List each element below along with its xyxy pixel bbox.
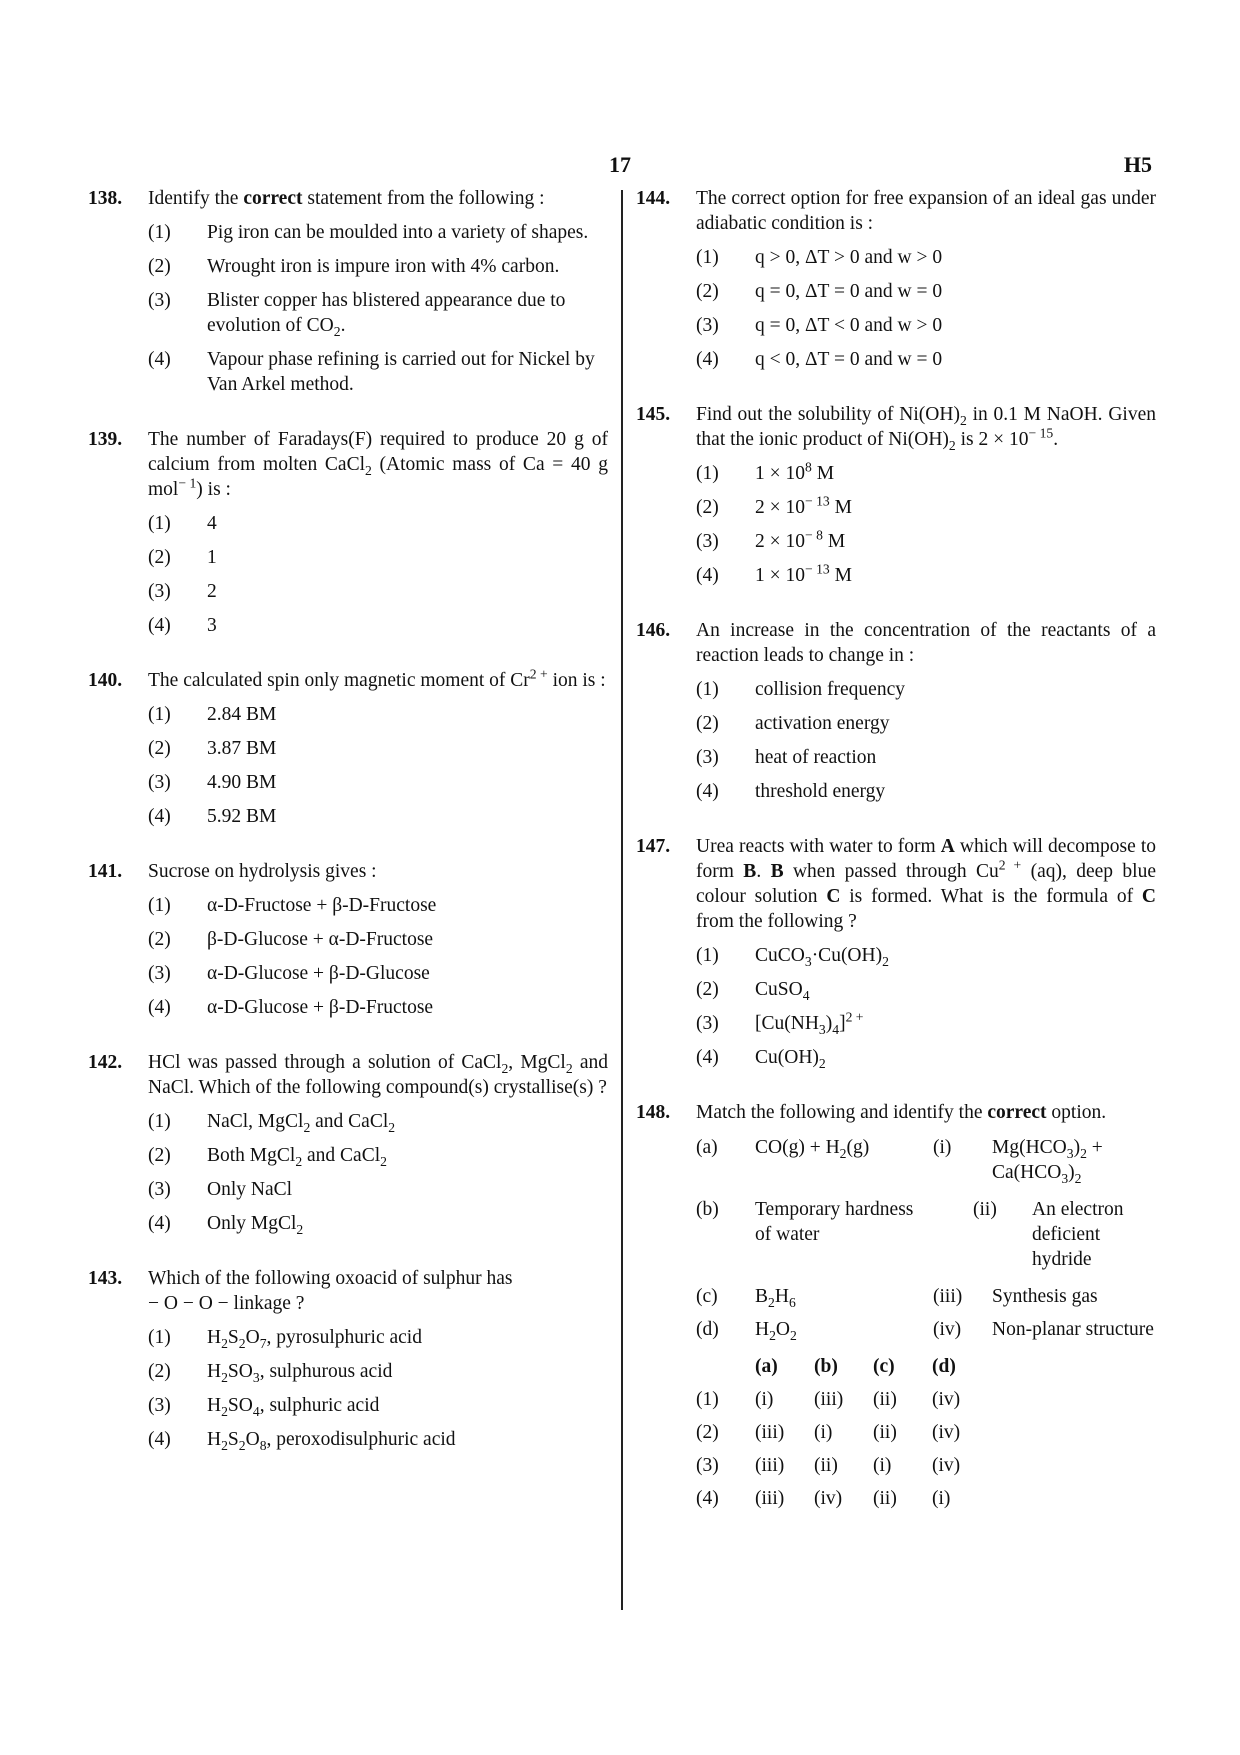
- question-text: Which of the following oxoacid of sulphur has − O − O − linkage ?: [148, 1268, 513, 1314]
- match-row: (c) $B_2H_6$ (iii) Synthesis gas: [696, 1286, 1098, 1310]
- option-3[interactable]: (3) heat of reaction: [696, 747, 877, 768]
- answer-header: (a) (b) (c) (d): [755, 1356, 956, 1377]
- question-text: Find out the solubility of $Ni(OH)_2$ in 0.1 M NaOH. Given that the ionic product of $Ni(OH)_2$ is $2 \times 10^{- 15}$.: [696, 404, 1156, 453]
- match-row: (b) Temporary hardness of water (ii) An electron deficient hydride: [696, 1199, 1124, 1270]
- option-3[interactable]: (3) Only NaCl: [148, 1179, 293, 1200]
- option-4[interactable]: (4) 5.92 BM: [148, 806, 277, 827]
- option-4[interactable]: (4) $1 \times 10^{- 13}$ M: [696, 561, 852, 586]
- option-2[interactable]: (2) β-D-Glucose + α-D-Fructose: [148, 929, 434, 950]
- question-number: 146.: [636, 620, 671, 641]
- option-1[interactable]: (1) 4: [148, 513, 217, 534]
- match-row: (a) $CO(g) + H_2(g)$ (i) $Mg(HCO_3)_2$ + $Ca(HCO_3)_2$: [696, 1137, 1103, 1186]
- option-1[interactable]: (1) (i) (iii) (ii) (iv): [696, 1389, 961, 1410]
- question-text: HCl was passed through a solution of CaCl$_2$, MgCl$_2$ and NaCl. Which of the following compound(s) crystallise(s) ?: [148, 1052, 609, 1098]
- option-1[interactable]: (1) $1 \times 10^8$ M: [696, 459, 835, 484]
- option-1[interactable]: (1) q > 0, ΔT > 0 and w > 0: [696, 247, 943, 268]
- option-3[interactable]: (3) $H_2SO_4$, sulphuric acid: [148, 1395, 380, 1419]
- option-1[interactable]: (1) α-D-Fructose + β-D-Fructose: [148, 895, 437, 916]
- option-1[interactable]: (1) $CuCO_3\cdot Cu(OH)_2$: [696, 945, 889, 969]
- option-4[interactable]: (4) $H_2S_2O_8$, peroxodisulphuric acid: [148, 1429, 456, 1453]
- question-number: 144.: [636, 188, 671, 209]
- option-3[interactable]: (3) α-D-Glucose + β-D-Glucose: [148, 963, 430, 984]
- option-1[interactable]: (1) collision frequency: [696, 679, 905, 700]
- right-column: [636, 186, 1156, 1529]
- question-text: Sucrose on hydrolysis gives :: [148, 861, 377, 882]
- question-text: The calculated spin only magnetic moment of $Cr^{2 +}$ ion is :: [148, 666, 606, 691]
- question-number: 141.: [88, 861, 123, 882]
- question-number: 147.: [636, 836, 671, 857]
- option-4[interactable]: (4) threshold energy: [696, 781, 886, 802]
- option-2[interactable]: (2) q = 0, ΔT = 0 and w = 0: [696, 281, 943, 302]
- question-number: 139.: [88, 429, 123, 450]
- option-2[interactable]: (2) activation energy: [696, 713, 890, 734]
- option-2[interactable]: (2) CuSO$_4$: [696, 979, 810, 1003]
- question-number: 142.: [88, 1052, 123, 1073]
- page-number: 17: [609, 152, 631, 177]
- option-4[interactable]: (4) 3: [148, 615, 217, 636]
- question-number: 148.: [636, 1102, 671, 1123]
- option-4[interactable]: (4) Only MgCl$_2$: [148, 1213, 304, 1237]
- booklet-code: H5: [1123, 152, 1152, 177]
- option-4[interactable]: (4) Vapour phase refining is carried out for Nickel by Van Arkel method.: [148, 349, 595, 395]
- option-1[interactable]: (1) NaCl, MgCl$_2$ and CaCl$_2$: [148, 1111, 396, 1135]
- option-3[interactable]: (3) q = 0, ΔT < 0 and w > 0: [696, 315, 943, 336]
- question-number: 143.: [88, 1268, 123, 1289]
- option-4[interactable]: (4) (iii) (iv) (ii) (i): [696, 1488, 951, 1509]
- question-text: An increase in the concentration of the reactants of a reaction leads to change in :: [696, 620, 1156, 666]
- question-139: [88, 427, 608, 638]
- question-number: 145.: [636, 404, 671, 425]
- option-3[interactable]: (3) Blister copper has blistered appearance due to evolution of $CO_2$.: [148, 290, 566, 339]
- question-text: Identify the correct statement from the following :: [148, 188, 545, 209]
- option-3[interactable]: (3) (iii) (ii) (i) (iv): [696, 1455, 961, 1476]
- option-4[interactable]: (4) $Cu(OH)_2$: [696, 1047, 826, 1071]
- option-2[interactable]: (2) (iii) (i) (ii) (iv): [696, 1422, 961, 1443]
- option-1[interactable]: (1) Pig iron can be moulded into a variety of shapes.: [148, 222, 589, 243]
- question-144: [636, 186, 1156, 372]
- option-2[interactable]: (2) $2 \times 10^{- 13}$ M: [696, 493, 852, 518]
- question-140: [88, 668, 608, 829]
- option-2[interactable]: (2) Wrought iron is impure iron with 4% carbon.: [148, 256, 560, 277]
- option-3[interactable]: (3) 2: [148, 581, 217, 602]
- option-1[interactable]: (1) 2.84 BM: [148, 704, 277, 725]
- question-147: [636, 834, 1156, 1070]
- question-142: [88, 1050, 608, 1236]
- option-2[interactable]: (2) Both MgCl$_2$ and CaCl$_2$: [148, 1145, 387, 1169]
- option-2[interactable]: (2) 3.87 BM: [148, 738, 277, 759]
- option-4[interactable]: (4) α-D-Glucose + β-D-Fructose: [148, 997, 434, 1018]
- question-145: [636, 402, 1156, 588]
- option-3[interactable]: (3) $2 \times 10^{- 8}$ M: [696, 527, 846, 552]
- question-141: [88, 859, 608, 1020]
- option-1[interactable]: (1) $H_2S_2O_7$, pyrosulphuric acid: [148, 1327, 422, 1351]
- column-divider: [621, 190, 623, 1610]
- question-143: [88, 1266, 608, 1452]
- question-138: [88, 186, 608, 397]
- match-table: [696, 1135, 1156, 1511]
- question-number: 138.: [88, 188, 123, 209]
- match-row: (d) $H_2O_2$ (iv) Non-planar structure: [696, 1319, 1154, 1343]
- option-2[interactable]: (2) $H_2SO_3$, sulphurous acid: [148, 1361, 393, 1385]
- option-2[interactable]: (2) 1: [148, 547, 217, 568]
- option-3[interactable]: (3) $[Cu(NH_3)_4]^{2 +}$: [696, 1009, 864, 1037]
- question-number: 140.: [88, 670, 123, 691]
- question-text: The number of Faradays(F) required to produce 20 g of calcium from molten CaCl$_2$ (Atomic mass of Ca = 40 g mol$^{- 1}$) is :: [148, 429, 608, 500]
- question-text: The correct option for free expansion of an ideal gas under adiabatic condition is :: [696, 188, 1156, 234]
- option-4[interactable]: (4) q < 0, ΔT = 0 and w = 0: [696, 349, 943, 370]
- question-146: [636, 618, 1156, 804]
- question-text: Urea reacts with water to form A which will decompose to form B. B when passed through $Cu^{2 +}$ (aq), deep blue colour solution C is formed. What is the formula of C from the following ?: [696, 836, 1156, 932]
- option-3[interactable]: (3) 4.90 BM: [148, 772, 277, 793]
- question-text: Match the following and identify the correct option.: [696, 1102, 1107, 1123]
- left-column: [88, 186, 608, 1470]
- question-148: [636, 1100, 1156, 1511]
